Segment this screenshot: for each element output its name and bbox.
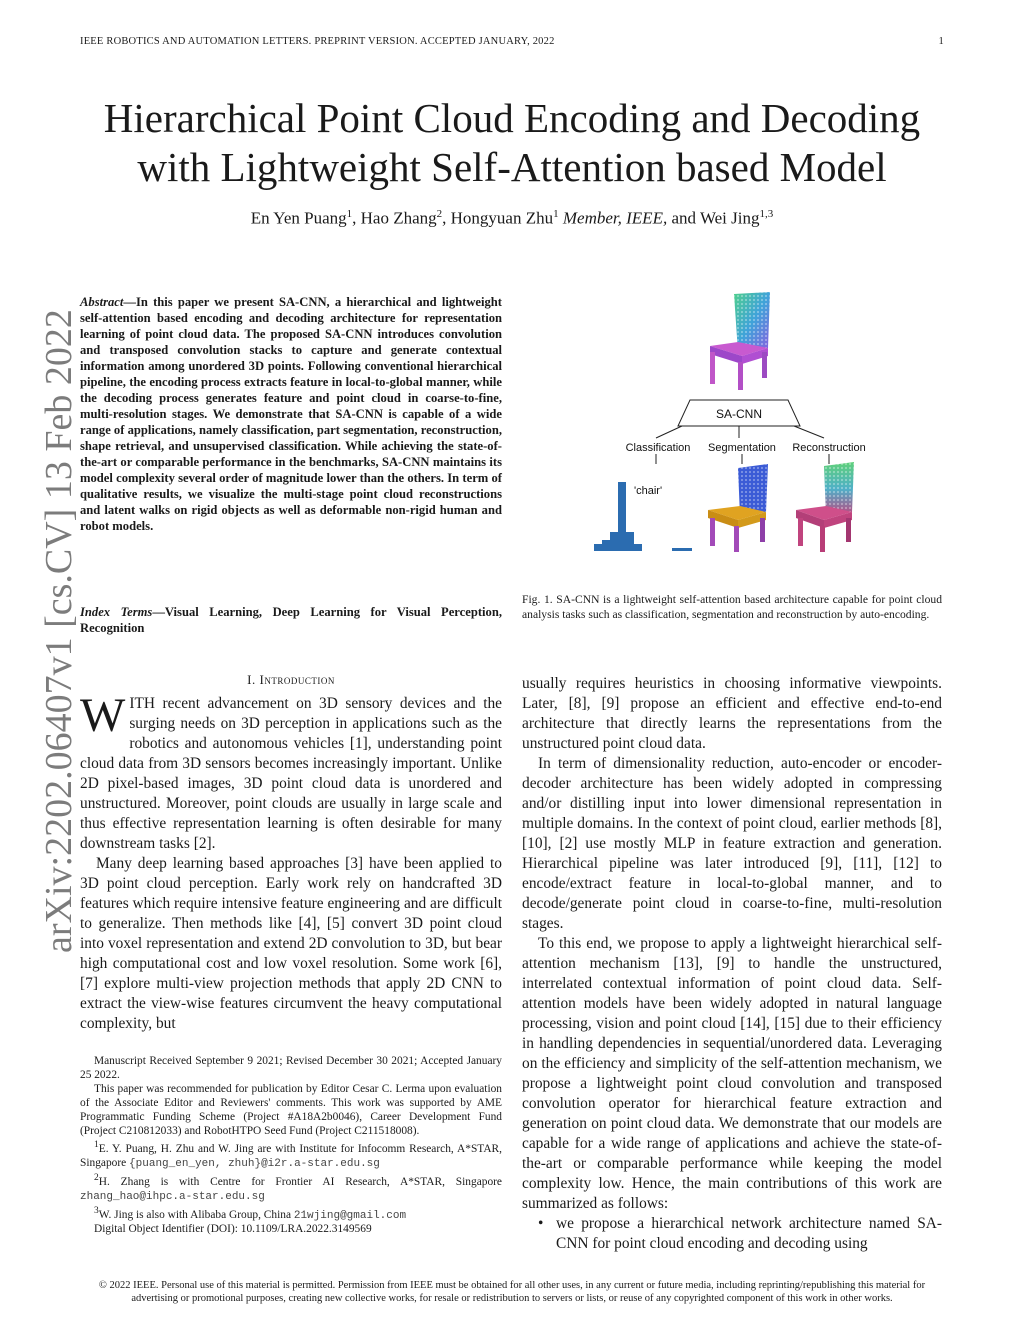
right-paragraph-3: To this end, we propose to apply a lightweight hierarchical self-attention mechanism [13], [9] to handle the unstructured, interrelated contextual information of point cloud data. Self-attention models have been widely adopted in natural language processing, vision and point cloud [14], [15] due to their efficiency in handling dependencies in sequential/unordered data. Leveraging on the efficiency and simplicity of the self-attention mechanism, we propose a lightweight point cloud convolution and transposed convolution operator for hierarchical feature extraction and generation on point cloud data. We demonstrate that our models are capable for a wide range of applications and achieve the state-of-the-art or comparable performance while keeping the model complexity low. Hence, the main contributions of this work are summarized as follows:: [522, 935, 942, 1212]
hist-bar: [602, 540, 610, 551]
copyright-notice: © 2022 IEEE. Personal use of this material is permitted. Permission from IEEE must be obtained for all other uses, in any current or future media, including reprinting/republishing this material for advertising or promotional purposes, creating new collective works, for resale or redistribution to servers or lists, or reuse of any copyrighted component of this work in other works.: [98, 1280, 926, 1304]
author-3: , Hongyuan Zhu: [442, 208, 554, 228]
section-heading: [80, 672, 502, 688]
right-paragraph-1: usually requires heuristics in choosing informative viewpoints. Later, [8], [9] propose an efficient and effective end-to-end architecture that directly learns the representations from the unstructured point cloud data.: [522, 675, 942, 752]
footnote-received: Manuscript Received September 9 2021; Revised December 30 2021; Accepted January 25 2022.: [80, 1055, 502, 1081]
email-link-1[interactable]: {puang_en_yen, zhuh}@i2r.a-star.edu.sg: [129, 1157, 380, 1170]
bullet-dot: •: [538, 1215, 544, 1232]
intro-paragraph-2: Many deep learning based approaches [3] have been applied to 3D point cloud perception. Early work rely on handcrafted 3D features which require intensive feature engineering and are difficult to generalize. Then methods like [4], [5] convert 3D point cloud into voxel representation and extend 2D convolution to 3D, but bear high computational cost and low voxel resolution. Some work [6], [7] explore multi-view projection methods that apply 2D CNN to extract the view-wise features circumvent the heavy computational complexity, but: [80, 855, 502, 1032]
class-label-chair: 'chair': [634, 485, 663, 497]
abstract: [80, 294, 502, 534]
hist-bar: [672, 548, 692, 551]
figure-1: [592, 286, 888, 558]
footnote-recommended: This paper was recommended for publication by Editor Cesar C. Lerma upon evaluation of the Associate Editor and Reviewers' comments. This work was supported by AME Programmatic Funding Scheme (Project #A18A2b0046), Career Development Fund (Project C210812033) and RobotHTPO Seed Fund (Project C211518008).: [80, 1083, 502, 1137]
index-terms: [80, 604, 502, 636]
footnote-affil-1-text: E. Y. Puang, H. Zhu and W. Jing are with Institute for Infocomm Research, A*STAR, Singapore: [80, 1142, 502, 1169]
hist-bar: [594, 544, 602, 551]
title-line-2: with Lightweight Self-Attention based Model: [137, 144, 887, 190]
running-header: [80, 36, 944, 54]
title-line-1: Hierarchical Point Cloud Encoding and Decoding: [103, 95, 921, 141]
author-1-affil: 1: [346, 208, 353, 220]
branch-label-segmentation: Segmentation: [708, 442, 776, 454]
branch-label-classification: Classification: [625, 442, 691, 454]
classification-histogram: [594, 482, 692, 551]
branch-label-reconstruction: Reconstruction: [792, 442, 866, 454]
contribution-bullet-1: [522, 1214, 942, 1254]
journal-header: IEEE ROBOTICS AND AUTOMATION LETTERS. PREPRINT VERSION. ACCEPTED JANUARY, 2022: [80, 36, 555, 47]
hist-bar: [634, 544, 642, 551]
member-ieee: Member, IEEE,: [558, 208, 668, 228]
author-4-affil: 1,3: [759, 208, 774, 220]
email-link-3[interactable]: 21wjing@gmail.com: [293, 1209, 407, 1222]
contribution-bullet-1-text: we propose a hierarchical network architecture named SA-CNN for point cloud encoding and decoding using: [556, 1215, 942, 1252]
intro-p1-text: ITH recent advancement on 3D sensory devices and the surging needs on 3D perception in applications such as the robotics and autonomous vehicles [1], understanding point cloud data from 3D sensors becomes increasingly important. Unlike 2D pixel-based images, 3D point cloud data is unordered and unstructured. Moreover, point clouds are usually in large scale and thus effective representation learning is often desirable for many downstream tasks [2].: [80, 695, 502, 852]
footnote-affil-2: [80, 1171, 502, 1204]
reconstruction-chair-pointcloud: [796, 462, 854, 552]
footnote-affil-2-mark: 2: [94, 1172, 99, 1183]
section-number: I.: [247, 672, 256, 687]
segmentation-chair-pointcloud: [708, 464, 768, 552]
doi: Digital Object Identifier (DOI): 10.1109/LRA.2022.3149569: [94, 1223, 372, 1236]
page-number: 1: [938, 36, 944, 47]
sacnn-box-label: SA-CNN: [715, 407, 763, 421]
figure-1-svg: [592, 286, 888, 558]
index-terms-label: Index Terms: [80, 605, 153, 619]
hist-bar: [610, 532, 618, 551]
footnote-affil-1: [80, 1138, 502, 1171]
intro-right-column: [522, 674, 942, 1254]
arxiv-stamp: arXiv:2202.06407v1 [cs.CV] 13 Feb 2022: [38, 309, 80, 953]
footnote-affil-3-text: W. Jing is also with Alibaba Group, China: [98, 1208, 294, 1221]
intro-left-column: [80, 689, 502, 1034]
footnote-affil-3: [80, 1204, 502, 1223]
dropcap: W: [80, 689, 126, 742]
footnote-affil-1-mark: 1: [94, 1140, 99, 1150]
author-4: and Wei Jing: [667, 208, 760, 228]
abstract-text: —In this paper we present SA-CNN, a hierarchical and lightweight self-attention based encoding and decoding architecture for representation learning of point cloud data. The proposed SA-CNN introduces convolution and transposed convolution stacks to capture and generate contextual information among unordered 3D points. Following conventional hierarchical pipeline, the encoding process extracts feature in local-to-global manner, while the decoding process generates feature and point cloud in coarse-to-fine, multi-resolution stages. We demonstrate that SA-CNN is capable of a wide range of applications, namely classification, part segmentation, reconstruction, shape retrieval, and unsupervised classification. While achieving the state-of-the-art or comparable performance in the benchmarks, SA-CNN maintains its model complexity several order of magnitude lower than the others. In term of qualitative results, we visualize the multi-stage point cloud reconstructions and latent walks on rigid objects as well as deformable non-rigid human and robot models.: [80, 295, 502, 533]
author-3-affil: 1: [553, 208, 559, 220]
section-title: Introduction: [259, 672, 335, 687]
author-2: , Hao Zhang: [352, 208, 437, 228]
email-link-2[interactable]: zhang_hao@ihpc.a-star.edu.sg: [80, 1190, 265, 1203]
abstract-label: Abstract: [80, 295, 124, 309]
input-chair-pointcloud: [710, 292, 770, 390]
index-terms-text: —Visual Learning, Deep Learning for Visual Perception, Recognition: [80, 605, 502, 635]
paper-title: [40, 94, 984, 192]
author-1: En Yen Puang: [250, 208, 347, 228]
hist-bar: [626, 532, 634, 551]
footnote-affil-2-text: H. Zhang is with Centre for Frontier AI Research, A*STAR, Singapore: [98, 1175, 502, 1188]
intro-paragraph-1: [80, 689, 502, 854]
figure-1-caption: Fig. 1. SA-CNN is a lightweight self-attention based architecture capable for point cloud analysis tasks such as classification, segmentation and reconstruction by auto-encoding.: [522, 593, 942, 621]
author-list: [40, 208, 984, 229]
right-paragraph-2: In term of dimensionality reduction, auto-encoder or encoder-decoder architecture has been widely adopted in compressing and/or distilling input into lower dimensional representation in multiple domains. In the context of point cloud, earlier methods [8], [10], [2] use mostly MLP in feature extraction and generation. Hierarchical pipeline was later introduced [9], [11], [12] to encode/extract feature in local-to-global manner, and to decode/generate point cloud in coarse-to-fine, multi-resolution stages.: [522, 755, 942, 932]
footnotes: [80, 1054, 502, 1236]
author-2-affil: 2: [436, 208, 443, 220]
footnote-affil-3-mark: 3: [94, 1205, 99, 1216]
hist-bar: [618, 482, 626, 551]
